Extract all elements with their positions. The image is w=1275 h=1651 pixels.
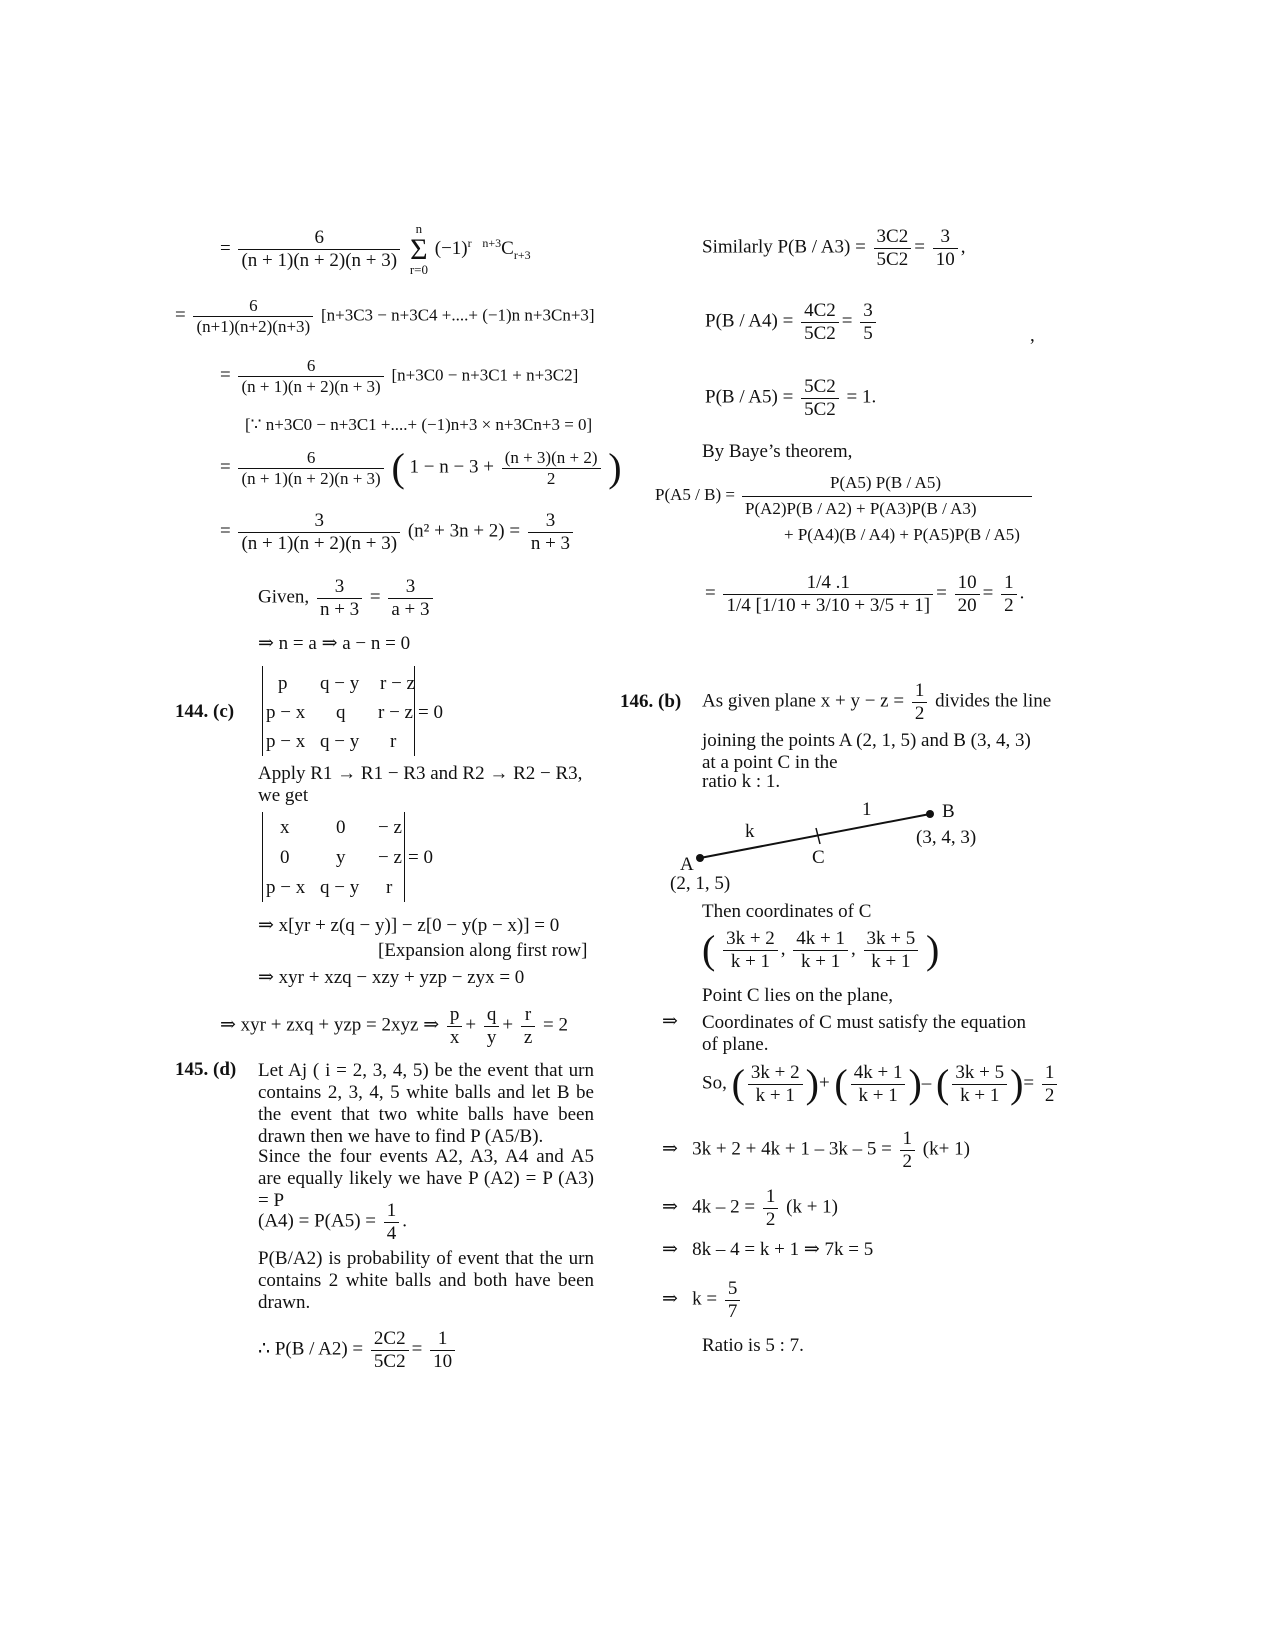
label-b: B xyxy=(942,801,955,822)
det2-right-bar xyxy=(404,812,405,902)
det1-cell: p − x xyxy=(266,731,306,752)
apply-line-2: we get xyxy=(258,785,309,806)
eq-line-1: = $\frac{6}{(n + 1)(n + 2)(n + 3)}$ n Σ r=0 $(-1)^r$ $^{n+3}C_{r+3}$ xyxy=(220,221,531,278)
q146-number: 146. (b) xyxy=(620,691,682,712)
coord-c-label: Then coordinates of C xyxy=(702,901,872,922)
bayes-fraction-bar xyxy=(742,496,1032,497)
det2-cell: 0 xyxy=(336,817,346,838)
expansion-note: [Expansion along first row] xyxy=(378,940,588,961)
eq-line-4-note: [∵ n+3C0 − n+3C1 +....+ (−1)n+3 × n+3Cn+3 = 0] xyxy=(245,415,593,434)
plane-label: Point C lies on the plane, xyxy=(702,985,894,1006)
det1-equals: = 0 xyxy=(418,702,443,723)
det1-cell: p xyxy=(278,673,288,694)
given-implication: ⇒ n = a ⇒ a − n = 0 xyxy=(258,633,411,654)
pba5-line: P(B / A5) = $\frac{5C2}{5C2}$ = 1. xyxy=(705,376,877,420)
step-3: ⇒ 8k – 4 = k + 1 ⇒ 7k = 5 xyxy=(662,1239,874,1260)
pba4-line: P(B / A4) = $\frac{4C2}{5C2}$ = $\frac{3}{5}$ xyxy=(705,300,879,345)
q145-text-3: P(B/A2) is probability of event that the urn contains 2 white balls and both have been drawn. xyxy=(258,1248,594,1314)
q146-line-2: joining the points A (2, 1, 5) and B (3, 4, 3) at a point C in the xyxy=(702,730,1031,774)
det1-cell: r − z xyxy=(378,702,413,723)
label-a: A xyxy=(680,854,694,875)
q145-final: ∴ P(B / A2) = $\frac{2C2}{5C2}$ = $\frac{1}{10}$ xyxy=(258,1328,458,1373)
det1-left-bar xyxy=(262,666,263,756)
det2-cell: p − x xyxy=(266,877,306,898)
det2-cell: − z xyxy=(378,847,402,868)
coord-c-value: ( $\frac{3k + 2}{k + 1}$ , $\frac{4k + 1}{k + 1}$ , $\frac{3k + 5}{k + 1}$ ) xyxy=(702,927,940,973)
similarly-line: Similarly P(B / A3) = $\frac{3C2}{5C2}$ = $\frac{3}{10}$ , xyxy=(702,226,966,270)
eq-line-2: = $\frac{6}{(n+1)(n+2)(n+3)}$ [n+3C3 − n+3C4 +....+ (−1)n n+3Cn+3] xyxy=(175,296,595,336)
step-2: ⇒ 4k – 2 = $\frac{1}{2}$ (k + 1) xyxy=(662,1186,839,1230)
label-b-coords: (3, 4, 3) xyxy=(916,827,977,848)
given-line: Given, $\frac{3}{n + 3}$ = $\frac{3}{a + 3}$ xyxy=(258,576,436,621)
det1-cell: r xyxy=(390,731,397,752)
expansion-3: ⇒ xyr + zxq + yzp = 2xyz ⇒ $\frac{p}{x}$ + $\frac{q}{y}$ + $\frac{r}{z}$ = 2 xyxy=(220,1004,568,1048)
plane-implication: Coordinates of C must satisfy the equation of plane. xyxy=(702,1012,1027,1056)
bayes-denominator-2: + P(A4)(B / A4) + P(A5)P(B / A5) xyxy=(784,525,1020,544)
point-b xyxy=(926,810,934,818)
det1-cell: p − x xyxy=(266,702,306,723)
eq-line-3: = $\frac{6}{(n + 1)(n + 2)(n + 3)}$ [n+3C0 − n+3C1 + n+3C2] xyxy=(220,356,579,396)
q145-text-1: Let Aj ( i = 2, 3, 4, 5) be the event that urn contains 2, 3, 4, 5 white balls and let B be the event that two white balls have been drawn then we have to find P (A5/B). xyxy=(258,1060,594,1148)
bayes-denominator-1: P(A2)P(B / A2) + P(A3)P(B / A3) xyxy=(745,499,977,518)
det1-cell: q xyxy=(336,702,346,723)
det1-cell: q − y xyxy=(320,673,360,694)
bayes-numerator: P(A5) P(B / A5) xyxy=(830,473,941,492)
det2-equals: = 0 xyxy=(408,847,433,868)
det2-left-bar xyxy=(262,812,263,902)
det2-cell: r xyxy=(386,877,393,898)
bayes-label: By Baye’s theorem, xyxy=(702,441,853,462)
det2-cell: y xyxy=(336,847,346,868)
q145-text-2: Since the four events A2, A3, A4 and A5 are equally likely we have P (A2) = P (A3) = P xyxy=(258,1146,594,1212)
det2-cell: 0 xyxy=(280,847,290,868)
trailing-comma: , xyxy=(1030,325,1035,346)
bayes-lhs: P(A5 / B) = xyxy=(655,485,735,504)
plane-implies-arrow: ⇒ xyxy=(662,1011,678,1032)
eq-line-5: = $\frac{6}{(n + 1)(n + 2)(n + 3)}$ ( 1 − n − 3 + $\frac{(n + 3)(n + 2)}{2}$ ) xyxy=(220,445,622,491)
step-4: ⇒ k = $\frac{5}{7}$ xyxy=(662,1278,743,1323)
label-k: k xyxy=(745,821,755,842)
det2-cell: − z xyxy=(378,817,402,838)
q146-line-1: As given plane x + y − z = $\frac{1}{2}$ divides the line xyxy=(702,680,1052,724)
ratio-result: Ratio is 5 : 7. xyxy=(702,1335,804,1356)
label-c: C xyxy=(812,847,825,868)
q144-number: 144. (c) xyxy=(175,701,235,722)
expansion-2: ⇒ xyr + xzq − xzy + yzp − zyx = 0 xyxy=(258,967,525,988)
det1-cell: r − z xyxy=(380,673,415,694)
det2-cell: x xyxy=(280,817,290,838)
det2-cell: q − y xyxy=(320,877,360,898)
label-a-coords: (2, 1, 5) xyxy=(670,873,731,894)
point-a xyxy=(696,854,704,862)
step-1: ⇒ 3k + 2 + 4k + 1 – 3k – 5 = $\frac{1}{2}$ (k+ 1) xyxy=(662,1128,970,1172)
bayes-value: = $\frac{1/4 .1}{1/4 [1/10 + 3/10 + 3/5 + 1]}$ = $\frac{10}{20}$ = $\frac{1}{2}$ . xyxy=(705,572,1025,616)
q146-line-3: ratio k : 1. xyxy=(702,771,781,792)
apply-line-1: Apply R1 → R1 − R3 and R2 → R2 − R3, xyxy=(258,763,583,784)
label-one: 1 xyxy=(862,799,872,820)
expansion-1: ⇒ x[yr + z(q − y)] − z[0 − y(p − x)] = 0 xyxy=(258,915,560,936)
eq-line-6: = $\frac{3}{(n + 1)(n + 2)(n + 3)}$ (n² + 3n + 2) = $\frac{3}{n + 3}$ xyxy=(220,510,576,555)
det1-cell: q − y xyxy=(320,731,360,752)
q145-equality: (A4) = P(A5) = $\frac{1}{4}$ . xyxy=(258,1200,407,1244)
so-equation: So, ( $\frac{3k + 2}{k + 1}$ )+ ( $\frac{4k + 1}{k + 1}$ )– ( $\frac{3k + 5}{k + 1}$ )= $\frac{1}{2}$ xyxy=(702,1062,1060,1107)
q145-number: 145. (d) xyxy=(175,1059,237,1080)
